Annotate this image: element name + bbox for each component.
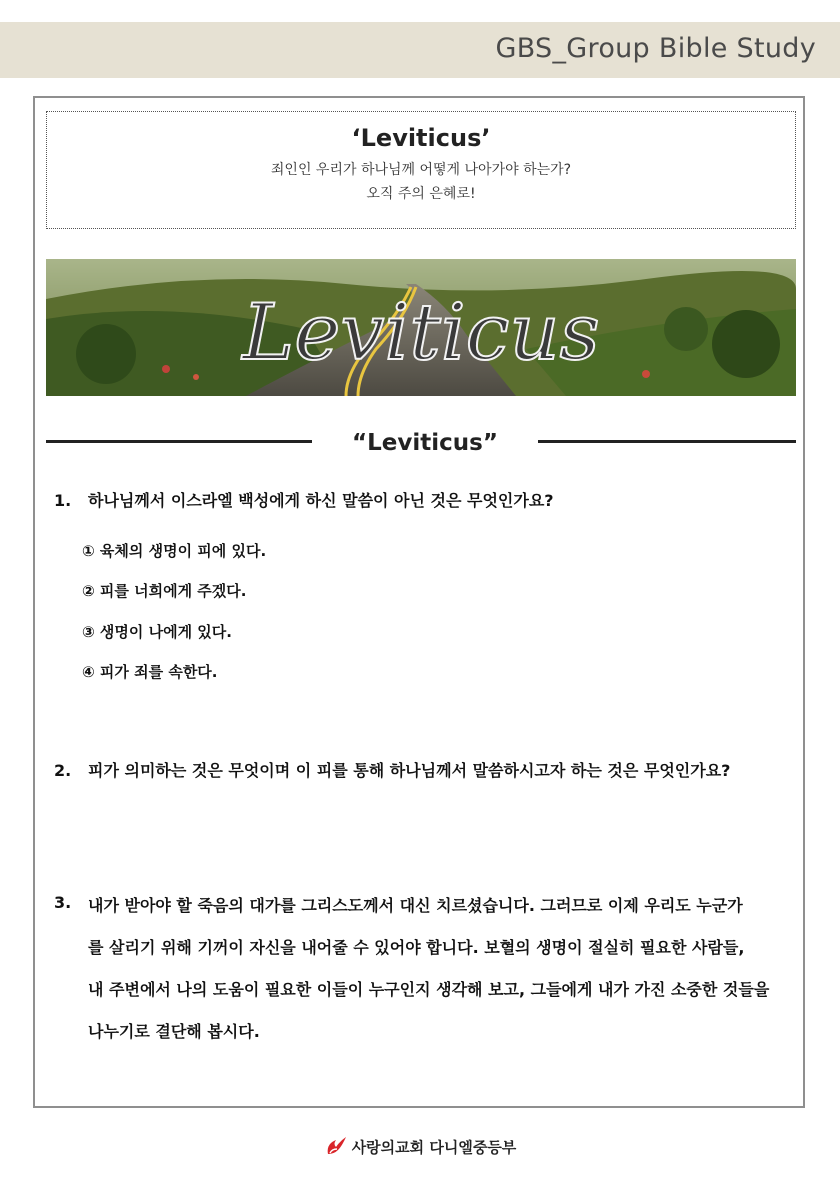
question-3-line-2: 를 살리기 위해 기꺼이 자신을 내어줄 수 있어야 합니다. 보혈의 생명이 절실히 필요한 사람들, (88, 938, 745, 957)
question-1-text: 하나님께서 이스라엘 백성에게 하신 말씀이 아닌 것은 무엇인가요? (88, 491, 554, 510)
question-2 (54, 758, 804, 781)
question-3-line-3: 내 주변에서 나의 도움이 필요한 이들이 누구인지 생각해 보고, 그들에게 내가 가진 소중한 것들을 (88, 980, 770, 999)
footer (0, 1134, 840, 1160)
banner-title-text: Leviticus (242, 288, 600, 378)
page-header-title: GBS_Group Bible Study (495, 33, 816, 64)
question-1-option-4: ④ 피가 죄를 속한다. (82, 663, 218, 681)
section-heading: “Leviticus” (352, 430, 498, 456)
divider-right (538, 440, 796, 443)
study-title: ‘Leviticus’ (351, 124, 491, 152)
question-2-number: 2. (54, 761, 72, 780)
study-subtitle-line1: 죄인인 우리가 하나님께 어떻게 나아가야 하는가? (270, 162, 572, 178)
question-1-option-3: ③ 생명이 나에게 있다. (82, 623, 232, 641)
question-1-number: 1. (54, 491, 72, 510)
question-1-option-2: ② 피를 너희에게 주겠다. (82, 582, 247, 600)
question-3-number: 3. (54, 893, 72, 912)
study-subtitle-line2: 오직 주의 은혜로! (366, 186, 476, 202)
title-box (46, 111, 796, 229)
church-flame-logo-icon (324, 1134, 348, 1160)
footer-text: 사랑의교회 다니엘중등부 (351, 1138, 517, 1157)
divider-left (46, 440, 312, 443)
question-3-line-1: 내가 받아야 할 죽음의 대가를 그리스도께서 대신 치르셨습니다. 그러므로 이제 우리도 누군가 (88, 896, 743, 915)
question-1 (54, 488, 804, 511)
question-3-line-4: 나누기로 결단해 봅시다. (88, 1022, 260, 1041)
question-1-option-1: ① 육체의 생명이 피에 있다. (82, 542, 267, 560)
question-2-text: 피가 의미하는 것은 무엇이며 이 피를 통해 하나님께서 말씀하시고자 하는 것은 무엇인가요? (88, 761, 731, 780)
leviticus-banner-image (46, 259, 796, 396)
